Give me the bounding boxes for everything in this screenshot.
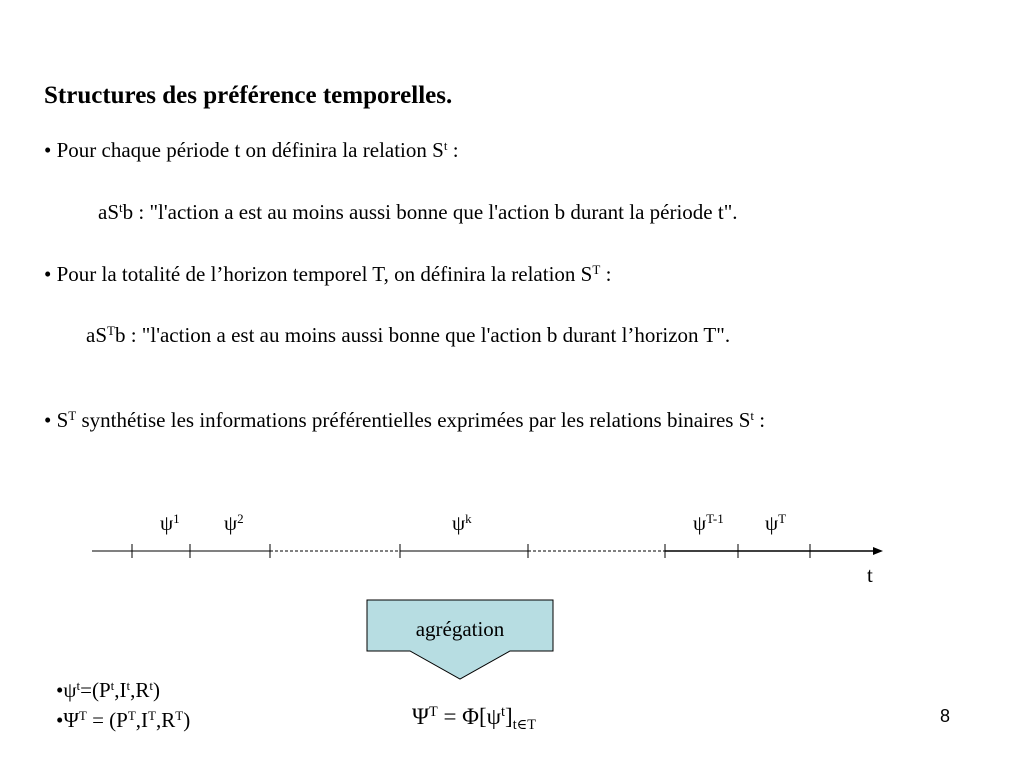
def-text: ,I [135,708,149,732]
bullet-horizon-relation [44,262,611,287]
def-text: ) [153,678,161,702]
bullet-dot: • [44,262,52,286]
psi-symbol: ψ [63,678,77,702]
superscript: T [107,322,115,338]
superscript: t [119,199,123,215]
superscript: 2 [237,510,244,526]
superscript: T [778,510,787,526]
definition-horizon [86,323,730,348]
psi-symbol: ψ [224,511,238,535]
bullet-dot: • [44,138,52,162]
timeline-label-psi-1 [160,511,180,536]
psi-capital-symbol: Ψ [63,708,79,732]
superscript: t [76,677,81,693]
bullet-tail: : [600,262,612,286]
psi-symbol: ψ [693,511,707,535]
superscript: t [126,677,131,693]
axis-arrowhead [873,547,883,555]
superscript: t [149,677,154,693]
timeline-label-psi-t [765,511,786,536]
slide-title: Structures des préférence temporelles. [44,82,453,109]
definition-psi-capital-t [56,708,190,733]
bullet-dot: • [56,708,64,732]
bullet-dot: • [44,408,52,432]
psi-symbol: ψ [160,511,174,535]
superscript: k [465,510,472,526]
psi-symbol: ψ [765,511,779,535]
bullet-dot: • [56,678,64,702]
timeline-label-psi-k [452,511,472,536]
def-text: b : "l'action a est au moins aussi bonne que l'action b durant la période t". [122,200,738,224]
page-number: 8 [940,706,951,726]
superscript: T-1 [706,510,724,526]
def-text: =(P [80,678,111,702]
formula-text: ] [505,704,513,729]
psi-capital-symbol: Ψ [412,704,429,729]
superscript: T [592,261,601,277]
def-text: = (P [86,708,128,732]
timeline-diagram [90,505,890,595]
s-symbol: S [56,408,69,432]
timeline-label-psi-t-1 [693,511,724,536]
bullet-text: Pour chaque période t on définira la relation S [56,138,444,162]
superscript: T [78,707,87,723]
superscript: 1 [173,510,180,526]
bullet-text: synthétise les informations préférentielles exprimées par les relations binaires S [76,408,751,432]
bullet-period-relation [44,138,459,163]
timeline-label-psi-2 [224,511,244,536]
bullet-tail: : [754,408,766,432]
def-text: b : "l'action a est au moins aussi bonne que l'action b durant l’horizon T". [114,323,731,347]
def-text: ,I [114,678,127,702]
aggregation-formula [412,704,536,733]
aggregation-arrow [366,599,556,683]
definition-period [98,200,738,225]
superscript: T [175,707,184,723]
formula-text: = Φ[ψ [437,704,502,729]
superscript: t [443,137,448,153]
aggregation-label: agrégation [415,617,505,641]
def-text: ,R [155,708,176,732]
def-prefix: aS [98,200,119,224]
superscript: t [110,677,115,693]
bullet-tail: : [447,138,459,162]
def-text: ) [183,708,191,732]
def-text: ,R [130,678,150,702]
superscript: t [501,704,506,721]
definition-psi-t [56,678,160,703]
superscript: T [127,707,136,723]
superscript: T [68,407,77,423]
superscript: t [750,407,755,423]
superscript: T [148,707,156,723]
superscript: T [428,704,438,721]
bullet-synthesis [44,408,765,433]
axis-label-t: t [867,563,873,587]
def-prefix: aS [86,323,107,347]
psi-symbol: ψ [452,511,466,535]
bullet-text: Pour la totalité de l’horizon temporel T, on définira la relation S [56,262,593,286]
subscript: t∈T [512,716,536,733]
